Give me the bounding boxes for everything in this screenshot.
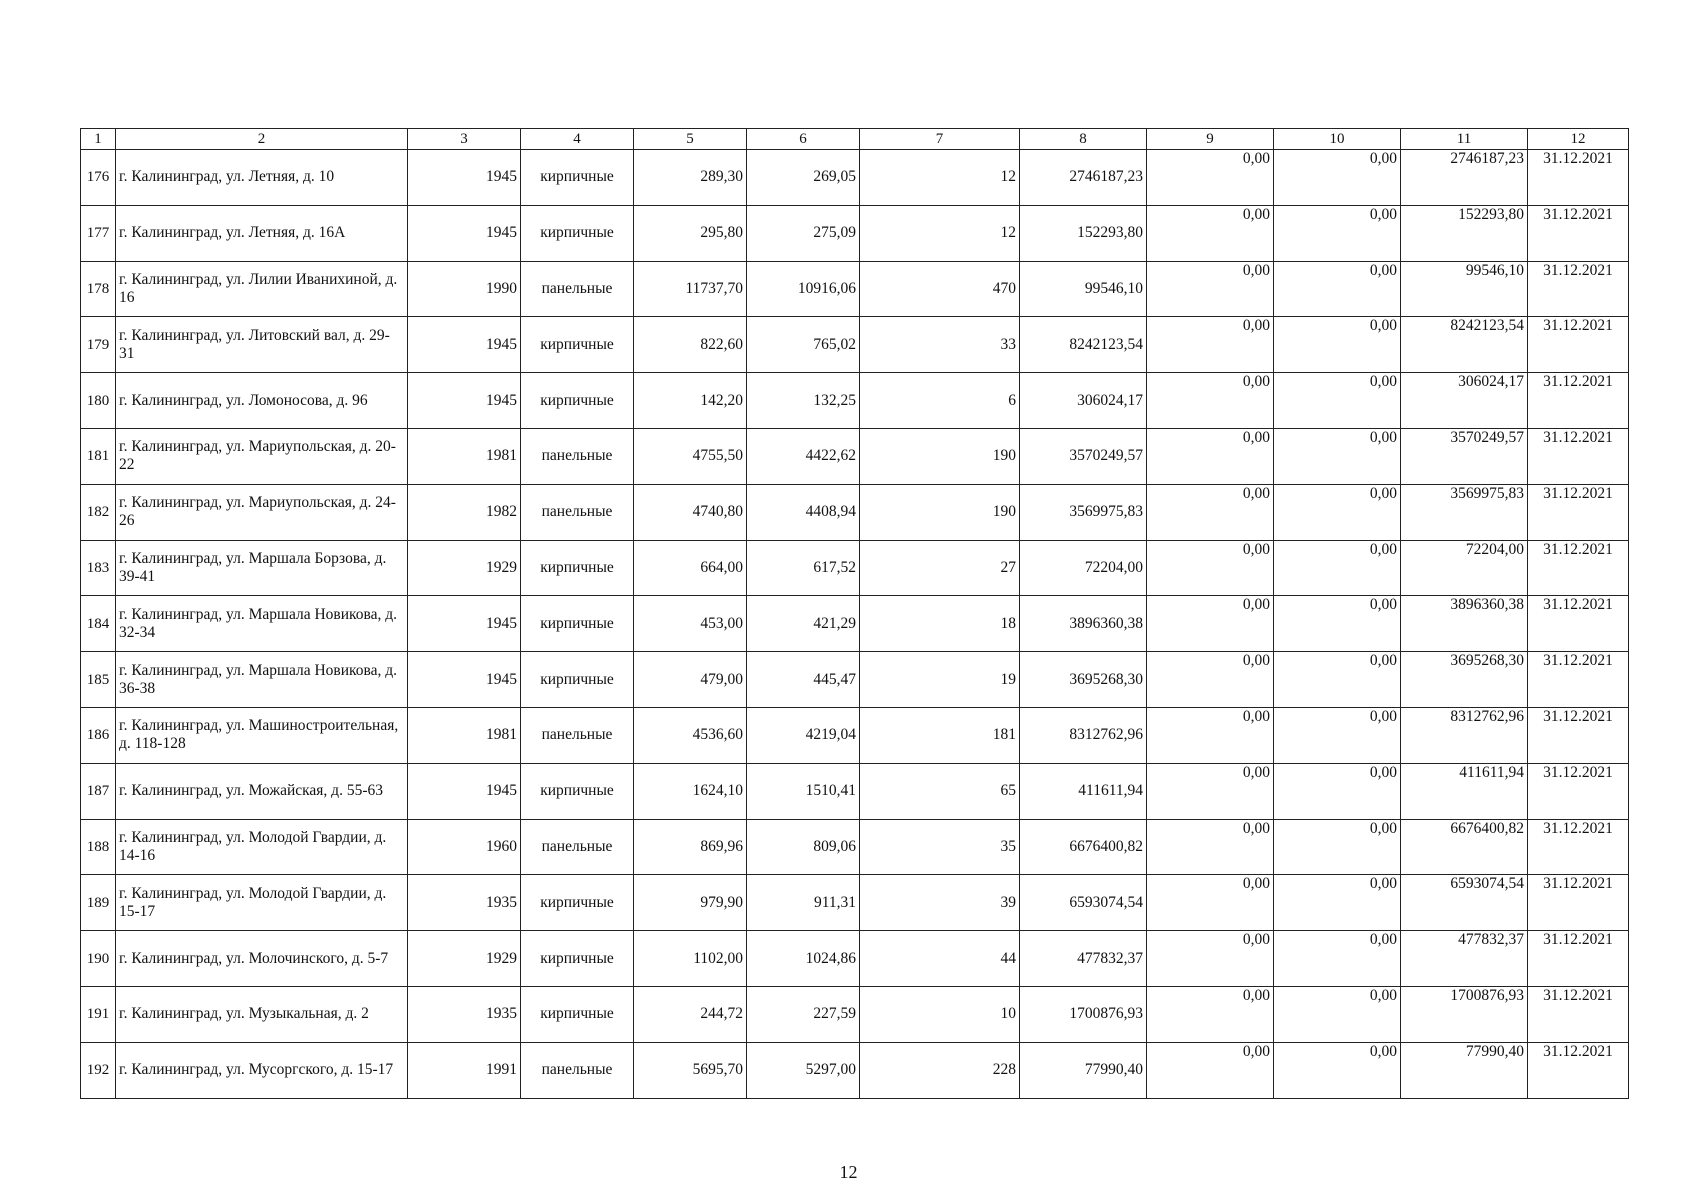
living-area-cell: 10916,06 — [747, 261, 860, 317]
total-area-cell: 979,90 — [634, 875, 747, 931]
owners-funds-cell: 411611,94 — [1401, 763, 1528, 819]
row-number: 178 — [81, 261, 116, 317]
row-number: 183 — [81, 540, 116, 596]
row-number: 186 — [81, 707, 116, 763]
column-header-2: 2 — [116, 129, 408, 150]
table-row — [81, 428, 1629, 484]
wall-material-cell: панельные — [521, 484, 634, 540]
row-number: 184 — [81, 596, 116, 652]
living-area-cell: 911,31 — [747, 875, 860, 931]
deadline-cell: 31.12.2021 — [1528, 763, 1629, 819]
address-cell: г. Калининград, ул. Лилии Иванихиной, д. 16 — [116, 261, 408, 317]
budget-cell: 0,00 — [1274, 205, 1401, 261]
living-area-cell: 421,29 — [747, 596, 860, 652]
cost-total-cell: 152293,80 — [1020, 205, 1147, 261]
total-area-cell: 244,72 — [634, 986, 747, 1042]
wall-material-cell: кирпичные — [521, 875, 634, 931]
cost-total-cell: 6676400,82 — [1020, 819, 1147, 875]
year-cell: 1935 — [408, 875, 521, 931]
deadline-cell: 31.12.2021 — [1528, 261, 1629, 317]
row-number: 187 — [81, 763, 116, 819]
column-header-1: 1 — [81, 129, 116, 150]
owners-funds-cell: 2746187,23 — [1401, 150, 1528, 206]
residents-cell: 470 — [860, 261, 1020, 317]
address-cell: г. Калининград, ул. Машиностроительная, д. 118-128 — [116, 707, 408, 763]
living-area-cell: 227,59 — [747, 986, 860, 1042]
fund-cell: 0,00 — [1147, 261, 1274, 317]
budget-cell: 0,00 — [1274, 428, 1401, 484]
row-number: 191 — [81, 986, 116, 1042]
fund-cell: 0,00 — [1147, 150, 1274, 206]
residents-cell: 228 — [860, 1042, 1020, 1098]
row-number: 179 — [81, 317, 116, 373]
total-area-cell: 1624,10 — [634, 763, 747, 819]
column-number-row — [81, 129, 1629, 150]
cost-total-cell: 306024,17 — [1020, 373, 1147, 429]
cost-total-cell: 1700876,93 — [1020, 986, 1147, 1042]
budget-cell: 0,00 — [1274, 317, 1401, 373]
column-header-7: 7 — [860, 129, 1020, 150]
living-area-cell: 1510,41 — [747, 763, 860, 819]
address-cell: г. Калининград, ул. Летняя, д. 10 — [116, 150, 408, 206]
total-area-cell: 4536,60 — [634, 707, 747, 763]
wall-material-cell: панельные — [521, 261, 634, 317]
budget-cell: 0,00 — [1274, 652, 1401, 708]
fund-cell: 0,00 — [1147, 652, 1274, 708]
residents-cell: 10 — [860, 986, 1020, 1042]
residents-cell: 65 — [860, 763, 1020, 819]
cost-total-cell: 8312762,96 — [1020, 707, 1147, 763]
year-cell: 1945 — [408, 150, 521, 206]
residents-cell: 190 — [860, 428, 1020, 484]
total-area-cell: 822,60 — [634, 317, 747, 373]
table-row — [81, 540, 1629, 596]
owners-funds-cell: 8242123,54 — [1401, 317, 1528, 373]
row-number: 176 — [81, 150, 116, 206]
address-cell: г. Калининград, ул. Можайская, д. 55-63 — [116, 763, 408, 819]
deadline-cell: 31.12.2021 — [1528, 205, 1629, 261]
column-header-10: 10 — [1274, 129, 1401, 150]
wall-material-cell: кирпичные — [521, 931, 634, 987]
cost-total-cell: 77990,40 — [1020, 1042, 1147, 1098]
row-number: 182 — [81, 484, 116, 540]
owners-funds-cell: 477832,37 — [1401, 931, 1528, 987]
column-header-9: 9 — [1147, 129, 1274, 150]
owners-funds-cell: 306024,17 — [1401, 373, 1528, 429]
budget-cell: 0,00 — [1274, 261, 1401, 317]
year-cell: 1935 — [408, 986, 521, 1042]
address-cell: г. Калининград, ул. Маршала Новикова, д. 36-38 — [116, 652, 408, 708]
budget-cell: 0,00 — [1274, 763, 1401, 819]
cost-total-cell: 3569975,83 — [1020, 484, 1147, 540]
year-cell: 1990 — [408, 261, 521, 317]
table-row — [81, 875, 1629, 931]
budget-cell: 0,00 — [1274, 150, 1401, 206]
deadline-cell: 31.12.2021 — [1528, 931, 1629, 987]
owners-funds-cell: 72204,00 — [1401, 540, 1528, 596]
year-cell: 1945 — [408, 373, 521, 429]
year-cell: 1981 — [408, 428, 521, 484]
wall-material-cell: кирпичные — [521, 763, 634, 819]
living-area-cell: 132,25 — [747, 373, 860, 429]
owners-funds-cell: 3570249,57 — [1401, 428, 1528, 484]
residents-cell: 39 — [860, 875, 1020, 931]
deadline-cell: 31.12.2021 — [1528, 986, 1629, 1042]
living-area-cell: 617,52 — [747, 540, 860, 596]
budget-cell: 0,00 — [1274, 484, 1401, 540]
year-cell: 1982 — [408, 484, 521, 540]
owners-funds-cell: 3896360,38 — [1401, 596, 1528, 652]
address-cell: г. Калининград, ул. Летняя, д. 16А — [116, 205, 408, 261]
year-cell: 1945 — [408, 205, 521, 261]
wall-material-cell: панельные — [521, 707, 634, 763]
column-header-3: 3 — [408, 129, 521, 150]
column-header-12: 12 — [1528, 129, 1629, 150]
address-cell: г. Калининград, ул. Литовский вал, д. 29-31 — [116, 317, 408, 373]
page-number: 12 — [839, 1162, 858, 1182]
living-area-cell: 445,47 — [747, 652, 860, 708]
living-area-cell: 809,06 — [747, 819, 860, 875]
total-area-cell: 479,00 — [634, 652, 747, 708]
residents-cell: 12 — [860, 150, 1020, 206]
total-area-cell: 289,30 — [634, 150, 747, 206]
cost-total-cell: 6593074,54 — [1020, 875, 1147, 931]
budget-cell: 0,00 — [1274, 875, 1401, 931]
year-cell: 1929 — [408, 931, 521, 987]
total-area-cell: 5695,70 — [634, 1042, 747, 1098]
year-cell: 1945 — [408, 596, 521, 652]
registry-sheet — [80, 128, 1628, 1099]
residents-cell: 44 — [860, 931, 1020, 987]
fund-cell: 0,00 — [1147, 875, 1274, 931]
table-row — [81, 931, 1629, 987]
table-row — [81, 484, 1629, 540]
column-header-8: 8 — [1020, 129, 1147, 150]
residents-cell: 19 — [860, 652, 1020, 708]
living-area-cell: 275,09 — [747, 205, 860, 261]
living-area-cell: 765,02 — [747, 317, 860, 373]
deadline-cell: 31.12.2021 — [1528, 428, 1629, 484]
fund-cell: 0,00 — [1147, 373, 1274, 429]
table-row — [81, 819, 1629, 875]
residents-cell: 27 — [860, 540, 1020, 596]
living-area-cell: 1024,86 — [747, 931, 860, 987]
housing-registry-table — [80, 128, 1629, 1099]
budget-cell: 0,00 — [1274, 373, 1401, 429]
cost-total-cell: 3695268,30 — [1020, 652, 1147, 708]
fund-cell: 0,00 — [1147, 986, 1274, 1042]
address-cell: г. Калининград, ул. Мариупольская, д. 20-22 — [116, 428, 408, 484]
deadline-cell: 31.12.2021 — [1528, 1042, 1629, 1098]
residents-cell: 18 — [860, 596, 1020, 652]
fund-cell: 0,00 — [1147, 707, 1274, 763]
fund-cell: 0,00 — [1147, 205, 1274, 261]
owners-funds-cell: 8312762,96 — [1401, 707, 1528, 763]
fund-cell: 0,00 — [1147, 540, 1274, 596]
table-row — [81, 317, 1629, 373]
column-header-6: 6 — [747, 129, 860, 150]
budget-cell: 0,00 — [1274, 931, 1401, 987]
deadline-cell: 31.12.2021 — [1528, 707, 1629, 763]
year-cell: 1945 — [408, 652, 521, 708]
total-area-cell: 453,00 — [634, 596, 747, 652]
year-cell: 1929 — [408, 540, 521, 596]
wall-material-cell: панельные — [521, 1042, 634, 1098]
residents-cell: 12 — [860, 205, 1020, 261]
total-area-cell: 4740,80 — [634, 484, 747, 540]
deadline-cell: 31.12.2021 — [1528, 484, 1629, 540]
row-number: 181 — [81, 428, 116, 484]
wall-material-cell: кирпичные — [521, 652, 634, 708]
cost-total-cell: 411611,94 — [1020, 763, 1147, 819]
wall-material-cell: кирпичные — [521, 150, 634, 206]
fund-cell: 0,00 — [1147, 763, 1274, 819]
address-cell: г. Калининград, ул. Маршала Новикова, д. 32-34 — [116, 596, 408, 652]
year-cell: 1981 — [408, 707, 521, 763]
owners-funds-cell: 77990,40 — [1401, 1042, 1528, 1098]
residents-cell: 35 — [860, 819, 1020, 875]
cost-total-cell: 8242123,54 — [1020, 317, 1147, 373]
address-cell: г. Калининград, ул. Ломоносова, д. 96 — [116, 373, 408, 429]
table-body — [81, 150, 1629, 1099]
year-cell: 1945 — [408, 317, 521, 373]
fund-cell: 0,00 — [1147, 428, 1274, 484]
owners-funds-cell: 3695268,30 — [1401, 652, 1528, 708]
row-number: 189 — [81, 875, 116, 931]
fund-cell: 0,00 — [1147, 484, 1274, 540]
table-header — [81, 129, 1629, 150]
total-area-cell: 142,20 — [634, 373, 747, 429]
wall-material-cell: кирпичные — [521, 317, 634, 373]
deadline-cell: 31.12.2021 — [1528, 652, 1629, 708]
address-cell: г. Калининград, ул. Музыкальная, д. 2 — [116, 986, 408, 1042]
table-row — [81, 707, 1629, 763]
owners-funds-cell: 1700876,93 — [1401, 986, 1528, 1042]
living-area-cell: 269,05 — [747, 150, 860, 206]
living-area-cell: 4219,04 — [747, 707, 860, 763]
residents-cell: 6 — [860, 373, 1020, 429]
table-row — [81, 986, 1629, 1042]
budget-cell: 0,00 — [1274, 540, 1401, 596]
row-number: 190 — [81, 931, 116, 987]
living-area-cell: 4422,62 — [747, 428, 860, 484]
total-area-cell: 295,80 — [634, 205, 747, 261]
wall-material-cell: кирпичные — [521, 540, 634, 596]
fund-cell: 0,00 — [1147, 931, 1274, 987]
deadline-cell: 31.12.2021 — [1528, 150, 1629, 206]
address-cell: г. Калининград, ул. Маршала Борзова, д. 39-41 — [116, 540, 408, 596]
row-number: 192 — [81, 1042, 116, 1098]
owners-funds-cell: 6593074,54 — [1401, 875, 1528, 931]
fund-cell: 0,00 — [1147, 819, 1274, 875]
deadline-cell: 31.12.2021 — [1528, 373, 1629, 429]
total-area-cell: 664,00 — [634, 540, 747, 596]
year-cell: 1991 — [408, 1042, 521, 1098]
wall-material-cell: кирпичные — [521, 596, 634, 652]
cost-total-cell: 477832,37 — [1020, 931, 1147, 987]
column-header-4: 4 — [521, 129, 634, 150]
wall-material-cell: кирпичные — [521, 205, 634, 261]
fund-cell: 0,00 — [1147, 1042, 1274, 1098]
owners-funds-cell: 6676400,82 — [1401, 819, 1528, 875]
living-area-cell: 5297,00 — [747, 1042, 860, 1098]
cost-total-cell: 3896360,38 — [1020, 596, 1147, 652]
fund-cell: 0,00 — [1147, 317, 1274, 373]
table-row — [81, 373, 1629, 429]
total-area-cell: 869,96 — [634, 819, 747, 875]
wall-material-cell: панельные — [521, 819, 634, 875]
row-number: 180 — [81, 373, 116, 429]
cost-total-cell: 3570249,57 — [1020, 428, 1147, 484]
cost-total-cell: 72204,00 — [1020, 540, 1147, 596]
residents-cell: 190 — [860, 484, 1020, 540]
address-cell: г. Калининград, ул. Мариупольская, д. 24-26 — [116, 484, 408, 540]
owners-funds-cell: 152293,80 — [1401, 205, 1528, 261]
deadline-cell: 31.12.2021 — [1528, 596, 1629, 652]
address-cell: г. Калининград, ул. Молодой Гвардии, д. 15-17 — [116, 875, 408, 931]
cost-total-cell: 2746187,23 — [1020, 150, 1147, 206]
address-cell: г. Калининград, ул. Молочинского, д. 5-7 — [116, 931, 408, 987]
year-cell: 1960 — [408, 819, 521, 875]
residents-cell: 33 — [860, 317, 1020, 373]
table-row — [81, 652, 1629, 708]
table-row — [81, 1042, 1629, 1098]
total-area-cell: 1102,00 — [634, 931, 747, 987]
budget-cell: 0,00 — [1274, 707, 1401, 763]
wall-material-cell: кирпичные — [521, 373, 634, 429]
row-number: 188 — [81, 819, 116, 875]
owners-funds-cell: 3569975,83 — [1401, 484, 1528, 540]
table-row — [81, 205, 1629, 261]
table-row — [81, 150, 1629, 206]
deadline-cell: 31.12.2021 — [1528, 540, 1629, 596]
fund-cell: 0,00 — [1147, 596, 1274, 652]
row-number: 177 — [81, 205, 116, 261]
table-row — [81, 596, 1629, 652]
budget-cell: 0,00 — [1274, 1042, 1401, 1098]
address-cell: г. Калининград, ул. Мусоргского, д. 15-17 — [116, 1042, 408, 1098]
residents-cell: 181 — [860, 707, 1020, 763]
total-area-cell: 4755,50 — [634, 428, 747, 484]
cost-total-cell: 99546,10 — [1020, 261, 1147, 317]
row-number: 185 — [81, 652, 116, 708]
owners-funds-cell: 99546,10 — [1401, 261, 1528, 317]
deadline-cell: 31.12.2021 — [1528, 875, 1629, 931]
table-row — [81, 763, 1629, 819]
year-cell: 1945 — [408, 763, 521, 819]
budget-cell: 0,00 — [1274, 596, 1401, 652]
wall-material-cell: кирпичные — [521, 986, 634, 1042]
budget-cell: 0,00 — [1274, 819, 1401, 875]
address-cell: г. Калининград, ул. Молодой Гвардии, д. 14-16 — [116, 819, 408, 875]
deadline-cell: 31.12.2021 — [1528, 819, 1629, 875]
living-area-cell: 4408,94 — [747, 484, 860, 540]
wall-material-cell: панельные — [521, 428, 634, 484]
budget-cell: 0,00 — [1274, 986, 1401, 1042]
total-area-cell: 11737,70 — [634, 261, 747, 317]
column-header-11: 11 — [1401, 129, 1528, 150]
column-header-5: 5 — [634, 129, 747, 150]
deadline-cell: 31.12.2021 — [1528, 317, 1629, 373]
table-row — [81, 261, 1629, 317]
